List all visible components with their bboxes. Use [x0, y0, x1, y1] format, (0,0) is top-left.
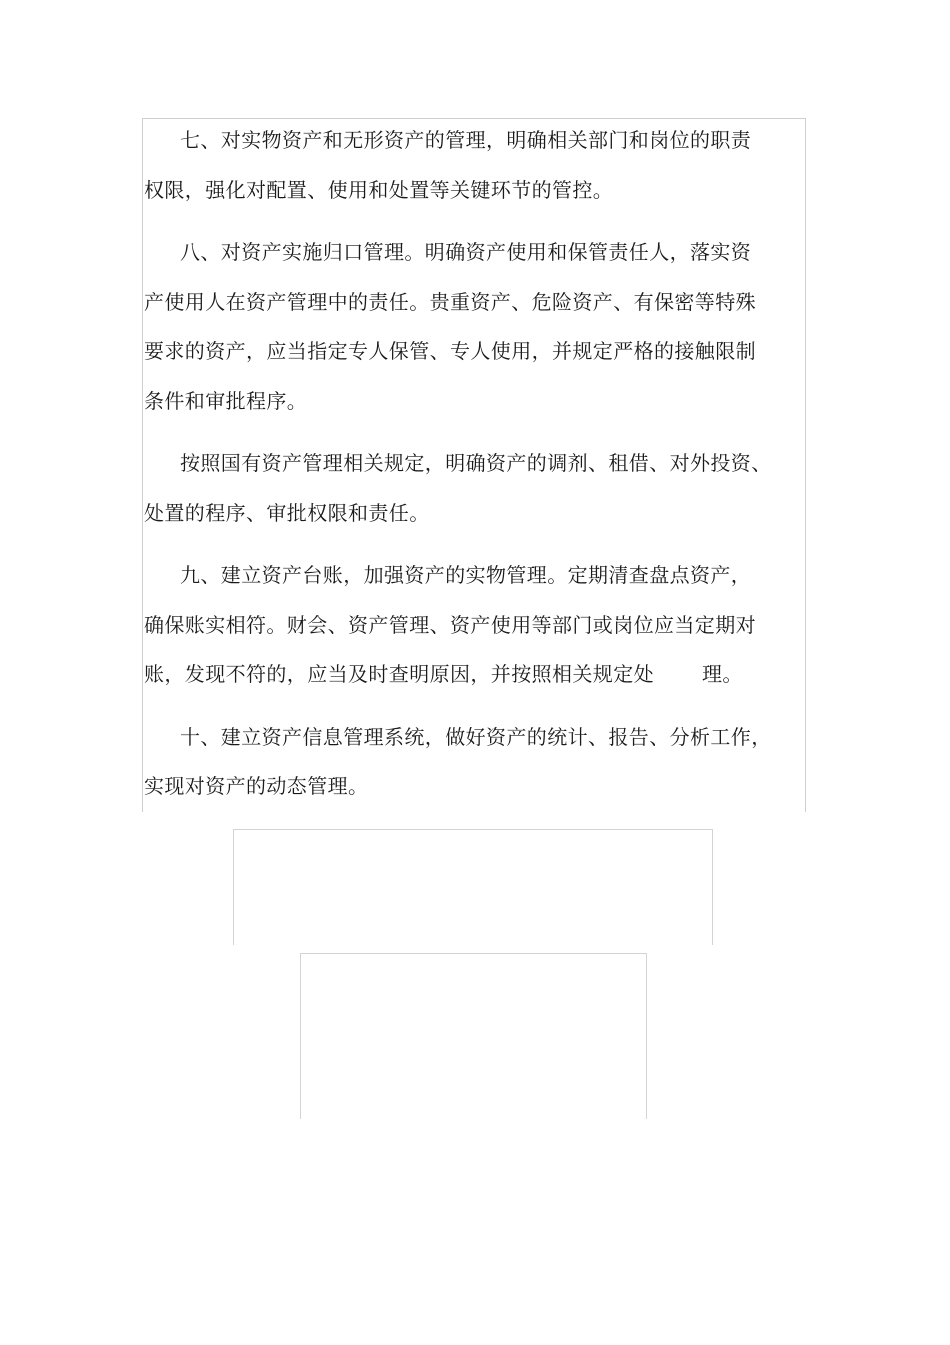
paragraph-item-8	[144, 228, 784, 426]
text-line: 七、对实物资产和无形资产的管理，明确相关部门和岗位的职责	[180, 128, 752, 152]
text-line: 账，发现不符的，应当及时查明原因，并按照相关规定处	[144, 662, 654, 686]
text-line: 实现对资产的动态管理。	[144, 774, 369, 798]
text-line: 产使用人在资产管理中的责任。贵重资产、危险资产、有保密等特殊	[144, 289, 756, 314]
text-line: 九、建立资产台账，加强资产的实物管理。定期清查盘点资产，	[180, 563, 752, 587]
paragraph-item-10	[144, 713, 784, 812]
text-line: 处置的程序、审批权限和责任。	[144, 500, 430, 525]
paragraph-item-9	[144, 551, 784, 700]
text-line: 十、建立资产信息管理系统，做好资产的统计、报告、分析工作，	[180, 724, 772, 749]
empty-frame-lower	[300, 953, 647, 1119]
empty-frame-upper	[233, 829, 713, 945]
text-line: 理。	[702, 662, 743, 686]
text-line: 确保账实相符。财会、资产管理、资产使用等部门或岗位应当定期对	[144, 612, 756, 637]
document-body	[144, 116, 784, 812]
text-line: 条件和审批程序。	[144, 388, 308, 413]
text-line: 要求的资产，应当指定专人保管、专人使用，并规定严格的接触限制	[144, 339, 756, 363]
text-line: 八、对资产实施归口管理。明确资产使用和保管责任人，落实资	[180, 240, 752, 264]
text-line: 按照国有资产管理相关规定，明确资产的调剂、租借、对外投资、	[180, 451, 772, 475]
text-line: 权限，强化对配置、使用和处置等关键环节的管控。	[144, 177, 614, 202]
paragraph-state-assets	[144, 439, 784, 538]
paragraph-item-7	[144, 116, 784, 215]
